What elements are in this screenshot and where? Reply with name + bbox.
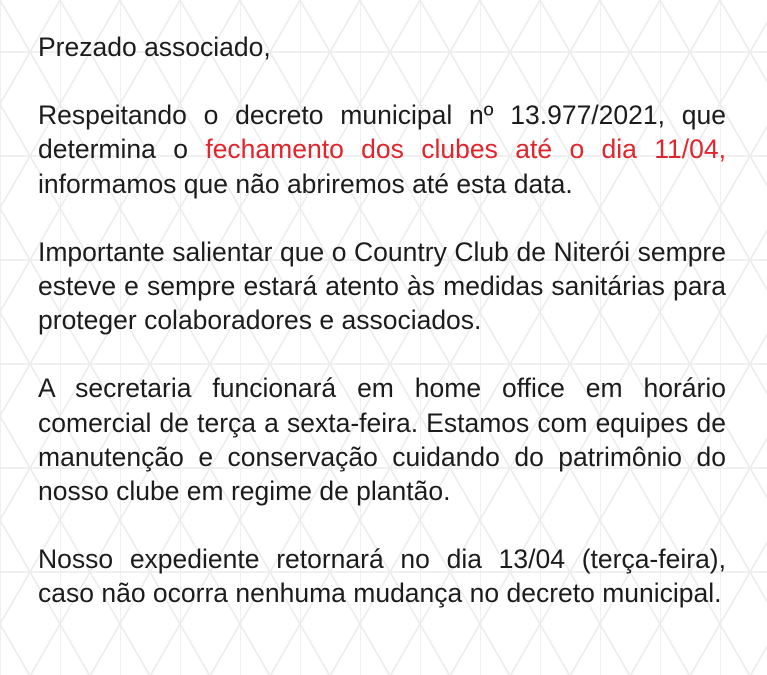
- paragraph-return: Nosso expediente retornará no dia 13/04 (terça-feira), caso não ocorra nenhuma mudança no decreto municipal.: [38, 544, 726, 609]
- closure-highlight: fechamento dos clubes até o dia 11/04,: [205, 134, 726, 165]
- paragraph-decree: [38, 98, 726, 201]
- decree-text-after: informamos que não abriremos até esta data.: [38, 168, 573, 199]
- paragraph-secretariat: A secretaria funcionará em home office em horário comercial de terça a sexta-feira. Estamos com equipes de manutenção e conservação cuidando do patrimônio do nosso clube em regime de plantão.: [38, 373, 726, 507]
- greeting: Prezado associado,: [38, 32, 271, 62]
- decree-text-before: Respeitando o decreto municipal nº 13.977/2021, que determina o: [38, 100, 726, 165]
- paragraph-sanitary: Importante salientar que o Country Club de Niterói sempre esteve e sempre estará atento às medidas sanitárias para proteger colaboradores e associados.: [38, 236, 726, 336]
- notice-letter: [38, 30, 726, 611]
